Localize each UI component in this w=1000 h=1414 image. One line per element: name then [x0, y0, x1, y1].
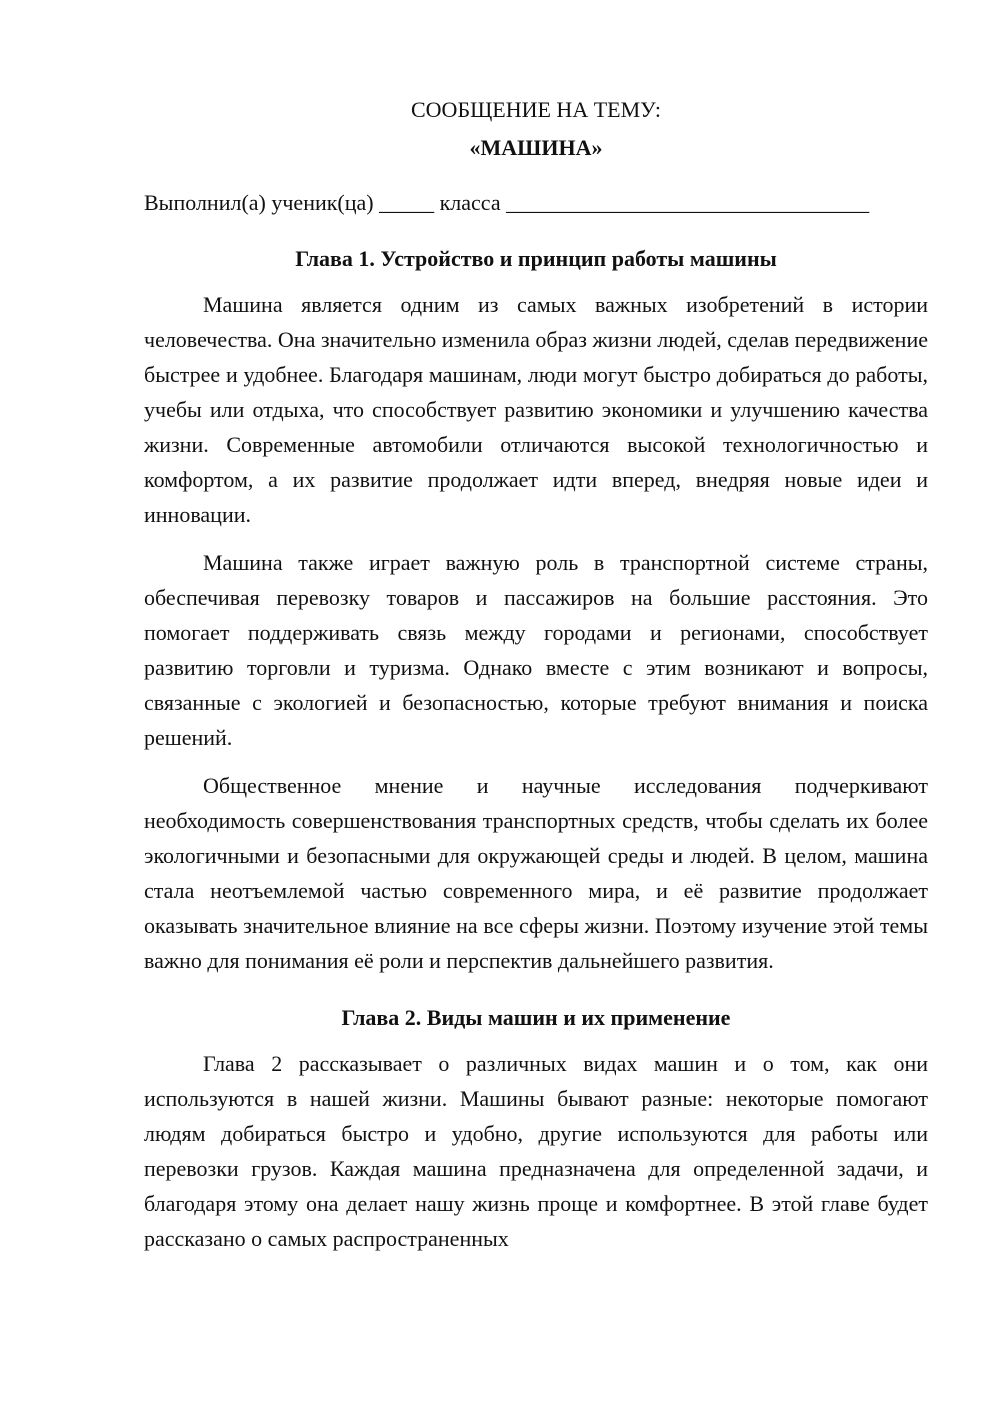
document-title: СООБЩЕНИЕ НА ТЕМУ:: [411, 97, 661, 122]
document-subtitle: «МАШИНА»: [469, 135, 603, 160]
chapter-1: [144, 241, 928, 978]
paragraph: Машина также играет важную роль в транспортной системе страны, обеспечивая перевозку товаров и пассажиров на большие расстояния. Это помогает поддерживать связь между городами и регионами, способствует развитию торговли и туризма. Однако вместе с этим возникают и вопросы, связанные с экологией и безопасностью, которые требуют внимания и поиска решений.: [144, 550, 928, 750]
chapter-heading: Глава 2. Виды машин и их применение: [341, 1005, 731, 1030]
chapter-2: [144, 1000, 928, 1256]
paragraph: Глава 2 рассказывает о различных видах машин и о том, как они используются в нашей жизни. Машины бывают разные: некоторые помогают людям добираться быстро и удобно, другие используются для работы или перевозки грузов. Каждая машина предназначена для определенной задачи, и благодаря этому она делает нашу жизнь проще и комфортнее. В этой главе будет рассказано о самых распространенных: [144, 1051, 928, 1251]
paragraph: Общественное мнение и научные исследования подчеркивают необходимость совершенствования транспортных средств, чтобы сделать их более экологичными и безопасными для окружающей среды и людей. В целом, машина стала неотъемлемой частью современного мира, и её развитие продолжает оказывать значительное влияние на все сферы жизни. Поэтому изучение этой темы важно для понимания её роли и перспектив дальнейшего развития.: [144, 773, 928, 973]
document-page: [144, 92, 928, 1256]
paragraph: Машина является одним из самых важных изобретений в истории человечества. Она значительно изменила образ жизни людей, сделав передвижение быстрее и удобнее. Благодаря машинам, люди могут быстро добираться до работы, учебы или отдыха, что способствует развитию экономики и улучшению качества жизни. Современные автомобили отличаются высокой технологичностью и комфортом, а их развитие продолжает идти вперед, внедряя новые идеи и инновации.: [144, 292, 928, 527]
chapter-heading: Глава 1. Устройство и принцип работы машины: [295, 246, 777, 271]
author-byline: Выполнил(а) ученик(ца) _____ класса _________________________________: [144, 190, 870, 215]
